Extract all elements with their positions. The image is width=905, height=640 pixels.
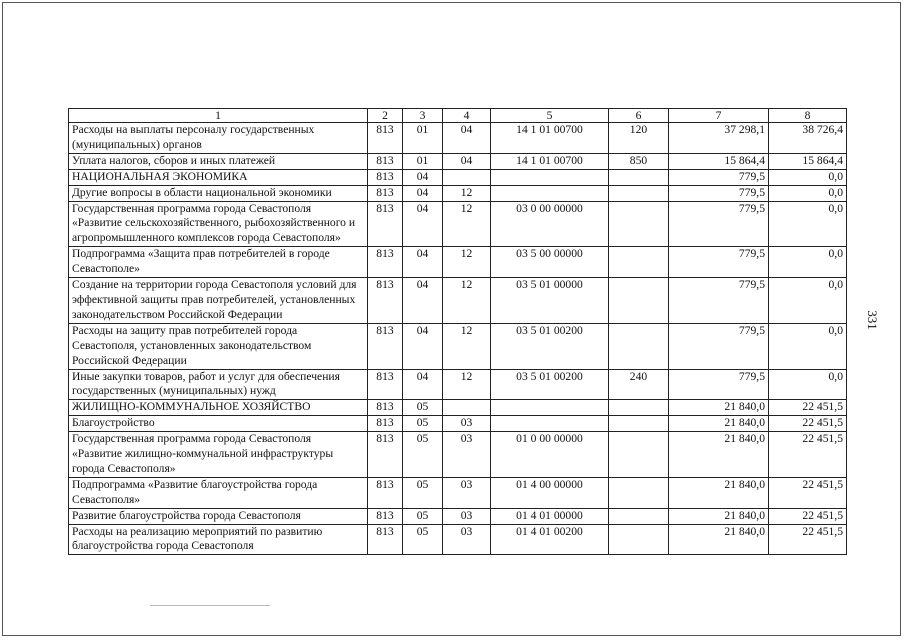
row-value-cell: 779,5 [669, 247, 769, 278]
table-row [69, 169, 847, 185]
header-row [69, 109, 847, 123]
row-value-cell: 05 [403, 416, 443, 432]
row-value-cell [609, 524, 669, 555]
row-value-cell: 03 [443, 416, 491, 432]
table-row [69, 508, 847, 524]
row-value-cell: 04 [403, 247, 443, 278]
row-value-cell: 0,0 [769, 278, 847, 324]
row-value-cell: 850 [609, 153, 669, 169]
row-value-cell: 779,5 [669, 369, 769, 400]
row-value-cell: 22 451,5 [769, 400, 847, 416]
table-row [69, 278, 847, 324]
row-value-cell: 37 298,1 [669, 123, 769, 154]
row-value-cell: 813 [368, 416, 403, 432]
row-value-cell: 12 [443, 369, 491, 400]
column-header: 3 [403, 109, 443, 123]
column-header: 2 [368, 109, 403, 123]
row-value-cell: 813 [368, 524, 403, 555]
row-name-cell: Государственная программа города Севастополя «Развитие жилищно-коммунальной инфраструктуры города Севастополя» [69, 432, 368, 478]
row-value-cell: 14 1 01 00700 [491, 153, 609, 169]
row-value-cell: 03 0 00 00000 [491, 201, 609, 247]
row-value-cell: 01 4 01 00000 [491, 508, 609, 524]
table-row [69, 432, 847, 478]
row-name-cell: Уплата налогов, сборов и иных платежей [69, 153, 368, 169]
row-value-cell: 15 864,4 [769, 153, 847, 169]
row-value-cell: 21 840,0 [669, 400, 769, 416]
row-value-cell: 813 [368, 477, 403, 508]
row-value-cell [491, 185, 609, 201]
table-row [69, 185, 847, 201]
row-value-cell [609, 201, 669, 247]
row-value-cell: 01 [403, 153, 443, 169]
row-value-cell [609, 323, 669, 369]
row-value-cell: 813 [368, 323, 403, 369]
row-value-cell: 779,5 [669, 201, 769, 247]
row-value-cell: 04 [403, 323, 443, 369]
row-value-cell: 813 [368, 278, 403, 324]
row-value-cell: 0,0 [769, 323, 847, 369]
row-value-cell: 0,0 [769, 247, 847, 278]
row-value-cell: 0,0 [769, 185, 847, 201]
row-value-cell: 0,0 [769, 169, 847, 185]
row-value-cell: 21 840,0 [669, 508, 769, 524]
row-value-cell [491, 400, 609, 416]
table-row [69, 477, 847, 508]
row-value-cell [609, 278, 669, 324]
row-value-cell [609, 416, 669, 432]
row-value-cell: 01 0 00 00000 [491, 432, 609, 478]
row-value-cell: 04 [403, 185, 443, 201]
row-value-cell: 240 [609, 369, 669, 400]
row-name-cell: Иные закупки товаров, работ и услуг для обеспечения государственных (муниципальных) нужд [69, 369, 368, 400]
row-value-cell: 813 [368, 247, 403, 278]
row-value-cell: 22 451,5 [769, 524, 847, 555]
table-row [69, 369, 847, 400]
budget-table [68, 108, 847, 555]
row-name-cell: Расходы на реализацию мероприятий по развитию благоустройства города Севастополя [69, 524, 368, 555]
row-value-cell: 05 [403, 508, 443, 524]
column-header: 8 [769, 109, 847, 123]
column-header: 6 [609, 109, 669, 123]
table-row [69, 400, 847, 416]
row-value-cell [609, 169, 669, 185]
row-value-cell: 04 [443, 123, 491, 154]
row-value-cell: 04 [403, 369, 443, 400]
row-name-cell: Подпрограмма «Развитие благоустройства города Севастополя» [69, 477, 368, 508]
row-value-cell [609, 400, 669, 416]
row-name-cell: Расходы на выплаты персоналу государственных (муниципальных) органов [69, 123, 368, 154]
row-value-cell [609, 247, 669, 278]
row-value-cell: 779,5 [669, 278, 769, 324]
row-value-cell: 05 [403, 524, 443, 555]
row-value-cell: 03 [443, 432, 491, 478]
row-value-cell: 05 [403, 432, 443, 478]
row-value-cell [609, 432, 669, 478]
row-value-cell: 22 451,5 [769, 432, 847, 478]
row-name-cell: ЖИЛИЩНО-КОММУНАЛЬНОЕ ХОЗЯЙСТВО [69, 400, 368, 416]
row-value-cell: 779,5 [669, 323, 769, 369]
row-value-cell: 813 [368, 185, 403, 201]
row-value-cell: 01 4 00 00000 [491, 477, 609, 508]
row-name-cell: Развитие благоустройства города Севастополя [69, 508, 368, 524]
column-header: 4 [443, 109, 491, 123]
row-value-cell: 813 [368, 123, 403, 154]
row-name-cell: Подпрограмма «Защита прав потребителей в городе Севастополе» [69, 247, 368, 278]
row-value-cell: 03 [443, 524, 491, 555]
row-value-cell: 779,5 [669, 185, 769, 201]
row-value-cell: 813 [368, 169, 403, 185]
row-value-cell: 22 451,5 [769, 508, 847, 524]
row-value-cell: 04 [443, 153, 491, 169]
row-value-cell: 21 840,0 [669, 524, 769, 555]
row-value-cell: 03 5 00 00000 [491, 247, 609, 278]
row-name-cell: Расходы на защиту прав потребителей города Севастополя, установленных законодательством Российской Федерации [69, 323, 368, 369]
row-value-cell: 14 1 01 00700 [491, 123, 609, 154]
row-value-cell: 813 [368, 369, 403, 400]
row-value-cell [443, 400, 491, 416]
page-number: 331 [864, 310, 880, 330]
row-value-cell: 22 451,5 [769, 477, 847, 508]
row-value-cell: 0,0 [769, 201, 847, 247]
row-value-cell: 12 [443, 323, 491, 369]
table-row [69, 323, 847, 369]
row-value-cell [609, 477, 669, 508]
row-value-cell: 813 [368, 432, 403, 478]
row-value-cell: 0,0 [769, 369, 847, 400]
row-name-cell: Создание на территории города Севастополя условий для эффективной защиты прав потребителей, установленных законодательством Российской Федерации [69, 278, 368, 324]
row-value-cell: 04 [403, 169, 443, 185]
row-value-cell: 03 5 01 00200 [491, 369, 609, 400]
row-value-cell: 21 840,0 [669, 432, 769, 478]
table-row [69, 416, 847, 432]
table-row [69, 153, 847, 169]
row-value-cell: 813 [368, 153, 403, 169]
row-name-cell: Другие вопросы в области национальной экономики [69, 185, 368, 201]
row-value-cell: 05 [403, 477, 443, 508]
row-value-cell: 12 [443, 185, 491, 201]
table-row [69, 123, 847, 154]
row-value-cell: 03 [443, 477, 491, 508]
row-name-cell: НАЦИОНАЛЬНАЯ ЭКОНОМИКА [69, 169, 368, 185]
row-value-cell: 04 [403, 201, 443, 247]
row-value-cell [609, 508, 669, 524]
column-header: 5 [491, 109, 609, 123]
row-value-cell: 03 [443, 508, 491, 524]
row-value-cell: 04 [403, 278, 443, 324]
row-value-cell: 01 [403, 123, 443, 154]
scan-artifact-line [150, 605, 270, 606]
row-value-cell [609, 185, 669, 201]
row-value-cell [491, 169, 609, 185]
row-value-cell: 120 [609, 123, 669, 154]
row-value-cell: 15 864,4 [669, 153, 769, 169]
row-value-cell: 813 [368, 508, 403, 524]
row-value-cell: 12 [443, 278, 491, 324]
row-value-cell: 01 4 01 00200 [491, 524, 609, 555]
column-header: 7 [669, 109, 769, 123]
row-value-cell: 779,5 [669, 169, 769, 185]
row-value-cell: 12 [443, 201, 491, 247]
row-value-cell: 813 [368, 201, 403, 247]
row-value-cell [443, 169, 491, 185]
row-value-cell: 38 726,4 [769, 123, 847, 154]
row-value-cell: 05 [403, 400, 443, 416]
row-value-cell [491, 416, 609, 432]
table-row [69, 201, 847, 247]
row-value-cell: 12 [443, 247, 491, 278]
row-value-cell: 21 840,0 [669, 416, 769, 432]
row-value-cell: 813 [368, 400, 403, 416]
row-value-cell: 22 451,5 [769, 416, 847, 432]
table-body [69, 123, 847, 555]
row-value-cell: 21 840,0 [669, 477, 769, 508]
row-value-cell: 03 5 01 00200 [491, 323, 609, 369]
row-name-cell: Благоустройство [69, 416, 368, 432]
row-name-cell: Государственная программа города Севастополя «Развитие сельскохозяйственного, рыбохозяйственного и агропромышленного комплексов города Севастополя» [69, 201, 368, 247]
table-row [69, 247, 847, 278]
table-row [69, 524, 847, 555]
column-header: 1 [69, 109, 368, 123]
row-value-cell: 03 5 01 00000 [491, 278, 609, 324]
